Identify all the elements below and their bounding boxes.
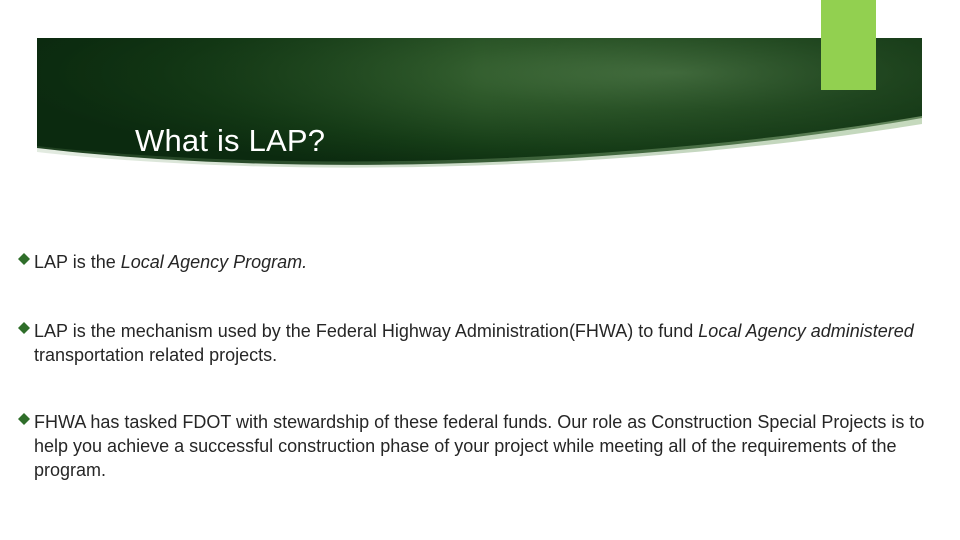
diamond-bullet-icon	[18, 322, 30, 334]
bullet-text	[34, 410, 939, 482]
diamond-bullet-icon	[18, 253, 30, 265]
bullet-run: LAP is the mechanism used by the Federal Highway Administration(FHWA) to fund	[34, 321, 699, 341]
bullet-emphasis: Local Agency administered	[698, 321, 914, 341]
bullet-emphasis: Local Agency Program.	[120, 252, 308, 272]
diamond-bullet-icon	[18, 413, 30, 425]
bullet-run: transportation related projects.	[34, 345, 278, 365]
bullet-run: LAP is the	[34, 252, 121, 272]
slide-title: What is LAP?	[135, 123, 326, 158]
bullet-text	[34, 250, 939, 274]
bullet-run: FHWA has tasked FDOT with stewardship of these federal funds. Our role as Construction Special Projects is to help you achieve a successful construction phase of your project while meeting all of the requirements of the program.	[34, 412, 925, 480]
bullet-text	[34, 319, 939, 367]
